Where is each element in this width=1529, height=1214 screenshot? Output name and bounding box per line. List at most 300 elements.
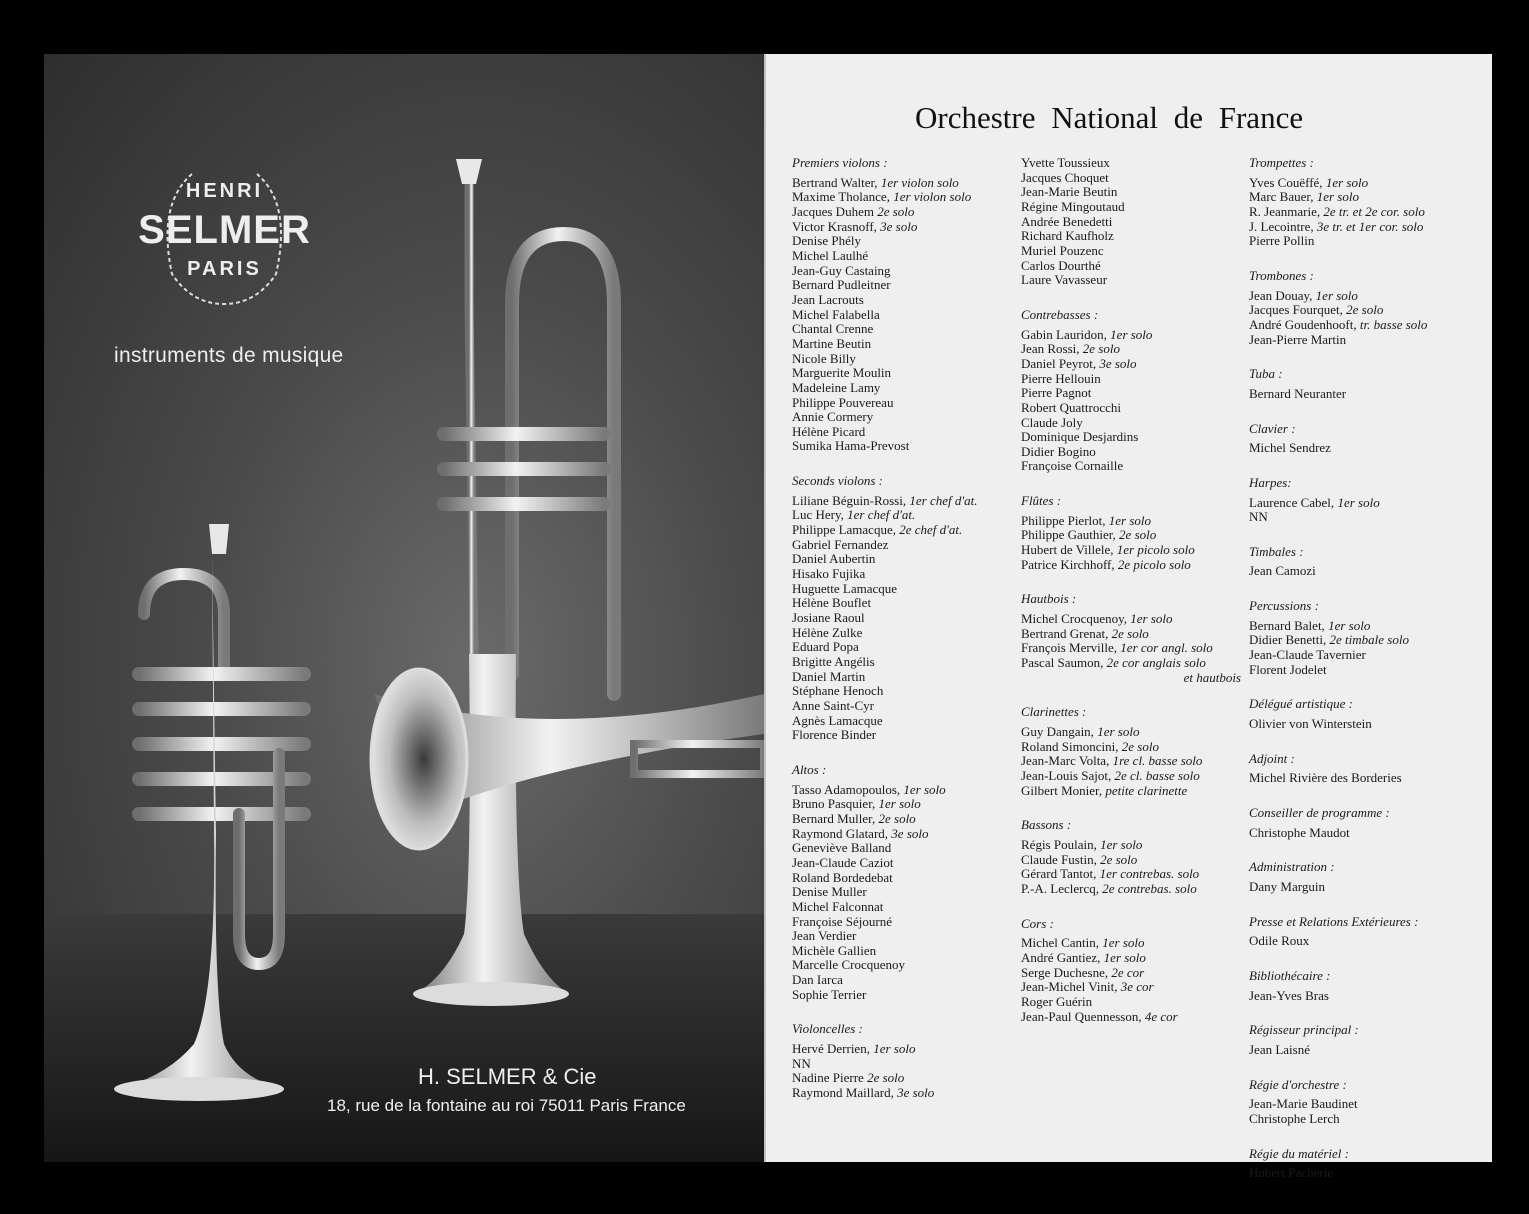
member-row (792, 337, 1024, 352)
member-name: Bertrand Walter, (792, 174, 881, 190)
member-row (1249, 1166, 1485, 1181)
member-name: Bruno Pasquier, (792, 796, 879, 812)
member-name: Muriel Pouzenc (1021, 242, 1104, 258)
member-row (1021, 980, 1241, 995)
member-row (1021, 1010, 1241, 1025)
member-name: Didier Bogino (1021, 443, 1096, 459)
member-row (792, 538, 1024, 553)
member-row (792, 234, 1024, 249)
section-title: Adjoint : (1249, 750, 1295, 766)
member-role: 2e solo (1121, 738, 1159, 754)
roster-section (1249, 1147, 1485, 1181)
member-role: 3e solo (897, 1085, 935, 1101)
member-row (792, 439, 1024, 454)
member-row (792, 278, 1024, 293)
member-name: Bernard Balet, (1249, 617, 1329, 633)
member-row (792, 944, 1024, 959)
member-role: 2e cl. basse solo (1114, 767, 1200, 783)
member-row (792, 783, 1024, 798)
member-name: Jean-Michel Vinit, (1021, 979, 1121, 995)
member-name: Marguerite Moulin (792, 365, 892, 381)
member-row (1021, 244, 1241, 259)
member-name: Christophe Lerch (1249, 1110, 1340, 1126)
member-row (1021, 543, 1241, 558)
section-title: Bassons : (1021, 817, 1072, 833)
member-row (792, 264, 1024, 279)
member-role: 2e solo (867, 1070, 905, 1086)
member-row (1249, 176, 1485, 191)
section-title: Violoncelles : (792, 1021, 863, 1037)
section-title: Cors : (1021, 915, 1054, 931)
member-role: 2e timbale solo (1329, 632, 1409, 648)
member-name: Denise Phély (792, 233, 861, 249)
member-row (1021, 641, 1241, 656)
member-name: R. Jeanmarie, (1249, 203, 1324, 219)
member-name: Jean-Guy Castaing (792, 262, 891, 278)
roster-section (1021, 917, 1241, 1025)
member-row (792, 220, 1024, 235)
member-row (1021, 372, 1241, 387)
member-name: Pierre Pollin (1249, 233, 1315, 249)
member-row (1249, 880, 1485, 895)
member-name: Michel Falconnat (792, 898, 884, 914)
member-name: Martine Beutin (792, 335, 872, 351)
member-row (1249, 303, 1485, 318)
member-name: Denise Muller (792, 884, 867, 900)
member-row (792, 410, 1024, 425)
roster-section (1249, 476, 1485, 525)
member-row (1249, 663, 1485, 678)
member-row (1249, 826, 1485, 841)
member-row (1021, 229, 1241, 244)
member-name: Raymond Maillard, (792, 1085, 898, 1101)
logo-paris-text: PARIS (187, 258, 262, 280)
member-row (1021, 671, 1241, 686)
member-name: Jean-Yves Bras (1249, 987, 1329, 1003)
member-row (1021, 185, 1241, 200)
member-row (792, 915, 1024, 930)
member-row (1021, 867, 1241, 882)
member-row (1249, 619, 1485, 634)
member-name: Jean Laisné (1249, 1041, 1311, 1057)
member-row (792, 205, 1024, 220)
member-name: Marc Bauer, (1249, 189, 1317, 205)
member-row (792, 827, 1024, 842)
member-row (1021, 273, 1241, 288)
section-title: Délégué artistique : (1249, 696, 1353, 712)
member-name: Philippe Pouvereau (792, 394, 894, 410)
roster-section (1021, 818, 1241, 896)
member-role: 3e solo (891, 825, 929, 841)
roster-section (1249, 1078, 1485, 1127)
member-name: Pascal Saumon, (1021, 655, 1107, 671)
member-row (1249, 190, 1485, 205)
member-role: 1er violon solo (880, 174, 959, 190)
section-title: Bibliothécaire : (1249, 967, 1331, 983)
member-role: 2e solo (877, 203, 915, 219)
member-row (1021, 853, 1241, 868)
member-name: Geneviève Balland (792, 840, 892, 856)
member-name: Anne Saint-Cyr (792, 697, 874, 713)
member-name: Roland Simoncini, (1021, 738, 1122, 754)
roster-section (1249, 806, 1485, 840)
logo-henri-text: HENRI (185, 180, 264, 202)
member-name: Nadine Pierre (792, 1070, 868, 1086)
member-row (792, 1057, 1024, 1072)
member-role: 1er solo (1103, 949, 1146, 965)
member-row (792, 425, 1024, 440)
section-title: Régisseur principal : (1249, 1022, 1359, 1038)
member-role: 1er chef d'at. (909, 492, 978, 508)
section-title: Premiers violons : (792, 155, 888, 170)
member-row (1021, 445, 1241, 460)
member-row (792, 567, 1024, 582)
member-row (1249, 564, 1485, 579)
roster-section (1021, 592, 1241, 685)
member-name: Madeleine Lamy (792, 379, 881, 395)
member-row (792, 508, 1024, 523)
member-role: 1er solo (1316, 189, 1359, 205)
member-role: 2e cor anglais solo (1106, 655, 1206, 671)
section-title: Seconds violons : (792, 473, 883, 489)
roster-section (1021, 308, 1241, 474)
member-name: Yves Couëffé, (1249, 174, 1326, 190)
member-name: Robert Quattrocchi (1021, 399, 1121, 415)
member-name: Nicole Billy (792, 350, 856, 366)
roster-section (1249, 156, 1485, 249)
member-name: Jean-Marie Beutin (1021, 184, 1118, 200)
member-name: Philippe Gauthier, (1021, 527, 1120, 543)
member-name: Michel Sendrez (1249, 440, 1331, 456)
member-name: Andrée Benedetti (1021, 213, 1113, 229)
member-name: Jean-Marie Baudinet (1249, 1096, 1358, 1112)
section-title: Timbales : (1249, 543, 1304, 559)
member-name: Jean Camozi (1249, 563, 1316, 579)
roster-section (1249, 915, 1485, 949)
member-row (1021, 328, 1241, 343)
member-row (1021, 936, 1241, 951)
member-name: François Merville, (1021, 640, 1121, 656)
member-name: Raymond Glatard, (792, 825, 892, 841)
member-role: 1er solo (1337, 494, 1380, 510)
member-name: P.-A. Leclercq, (1021, 880, 1103, 896)
roster-section (1249, 860, 1485, 894)
member-name: Guy Dangain, (1021, 724, 1098, 739)
member-row (1249, 220, 1485, 235)
member-name: Daniel Martin (792, 668, 866, 684)
member-row (1021, 612, 1241, 627)
section-title: Clavier : (1249, 420, 1296, 436)
roster-section (1249, 269, 1485, 347)
member-role: 1er solo (1100, 836, 1143, 852)
member-name: Dany Marguin (1249, 879, 1325, 894)
member-name: Gilbert Monier, (1021, 782, 1106, 798)
member-row (792, 699, 1024, 714)
selmer-advertisement (44, 54, 764, 1162)
member-name: Hélène Bouflet (792, 595, 872, 611)
member-row (1249, 717, 1485, 732)
member-row (1249, 1043, 1485, 1058)
member-name: Tasso Adamopoulos, (792, 781, 904, 797)
member-role: 1er solo (903, 781, 946, 797)
section-title: Administration : (1249, 859, 1335, 875)
member-name: Hélène Zulke (792, 624, 863, 640)
member-name: Huguette Lamacque (792, 580, 898, 596)
member-row (1021, 200, 1241, 215)
member-name: Liliane Béguin-Rossi, (792, 492, 910, 508)
section-title: Altos : (792, 761, 827, 777)
member-role: 1er solo (1108, 512, 1151, 528)
ad-company-name: H. SELMER & Cie (418, 1064, 597, 1089)
roster-section (792, 474, 1024, 743)
roster-section (1249, 752, 1485, 786)
member-role: 3e solo (880, 218, 918, 234)
member-name: Jacques Choquet (1021, 169, 1109, 185)
roster-section (1249, 969, 1485, 1003)
member-name: Florence Binder (792, 727, 877, 743)
roster-section (1021, 156, 1241, 288)
member-row (1021, 528, 1241, 543)
member-row (1021, 838, 1241, 853)
member-name: Dan Iarca (792, 972, 843, 988)
member-name: NN (792, 1055, 811, 1071)
member-row (792, 190, 1024, 205)
roster-section (1249, 1023, 1485, 1057)
roster-section (792, 763, 1024, 1003)
member-name: Daniel Peyrot, (1021, 355, 1100, 371)
member-name: Hervé Derrien, (792, 1041, 874, 1057)
section-title: Contrebasses : (1021, 306, 1099, 322)
member-row (1021, 784, 1241, 799)
member-row (1249, 441, 1485, 456)
member-role: 1er solo (878, 796, 921, 812)
member-row (1249, 496, 1485, 511)
member-row (1249, 205, 1485, 220)
member-row (792, 871, 1024, 886)
member-name: Daniel Aubertin (792, 551, 876, 567)
member-role: 2e solo (1119, 527, 1157, 543)
member-row (792, 841, 1024, 856)
member-row (1249, 648, 1485, 663)
member-row (1249, 289, 1485, 304)
member-row (792, 900, 1024, 915)
member-role: 2e tr. et 2e cor. solo (1323, 203, 1425, 219)
member-row (792, 655, 1024, 670)
member-row (1021, 386, 1241, 401)
member-role: 1re cl. basse solo (1112, 753, 1203, 769)
member-row (792, 308, 1024, 323)
member-row (792, 1071, 1024, 1086)
logo-selmer-text: SELMER (138, 208, 311, 252)
member-row (1021, 769, 1241, 784)
member-row (1249, 333, 1485, 348)
member-name: Jean Verdier (792, 928, 857, 944)
member-row (1249, 633, 1485, 648)
member-name: Philippe Lamacque, (792, 522, 900, 538)
member-name: Florent Jodelet (1249, 661, 1327, 677)
member-name: Yvette Toussieux (1021, 155, 1110, 170)
member-name: Hélène Picard (792, 423, 866, 439)
member-name: Bernard Muller, (792, 810, 879, 826)
member-name: Jean-Claude Caziot (792, 854, 894, 870)
member-name: Didier Benetti, (1249, 632, 1330, 648)
member-row (1021, 156, 1241, 171)
section-title: Harpes: (1249, 474, 1292, 490)
orchestra-roster-page (766, 54, 1492, 1181)
member-row (792, 929, 1024, 944)
member-row (792, 523, 1024, 538)
member-name: Jean-Louis Sajot, (1021, 767, 1115, 783)
section-title: Presse et Relations Extérieures : (1249, 913, 1419, 929)
member-name: Gabin Lauridon, (1021, 326, 1111, 342)
member-name: Hisako Fujika (792, 566, 866, 582)
member-row (792, 856, 1024, 871)
member-role: 4e cor (1144, 1008, 1178, 1024)
member-role: 2e picolo solo (1117, 556, 1191, 572)
roster-section (792, 156, 1024, 454)
member-role: 1er solo (1328, 617, 1371, 633)
member-row (792, 611, 1024, 626)
member-role: 2e contrebas. solo (1102, 880, 1197, 896)
member-row (1021, 951, 1241, 966)
roster-column-2 (1021, 156, 1241, 1044)
member-row (1021, 558, 1241, 573)
booklet-spread (44, 54, 1492, 1181)
member-name: André Gantiez, (1021, 949, 1104, 965)
member-name: Régis Poulain, (1021, 836, 1101, 852)
member-name: Roland Bordedebat (792, 869, 893, 885)
section-title: Conseiller de programme : (1249, 805, 1390, 821)
member-role: 2e solo (1082, 341, 1120, 357)
member-role: 1er solo (1315, 287, 1358, 303)
member-row (792, 322, 1024, 337)
member-name: Jean Rossi, (1021, 341, 1083, 357)
member-name: Stéphane Henoch (792, 683, 884, 699)
member-role: 3e tr. et 1er cor. solo (1316, 218, 1424, 234)
member-role: 2e solo (878, 810, 916, 826)
member-row (1021, 259, 1241, 274)
member-role: 2e chef d'at. (899, 522, 963, 538)
roster-section (1249, 545, 1485, 579)
section-title: Trompettes : (1249, 155, 1314, 170)
member-name: Roger Guérin (1021, 993, 1093, 1009)
member-role: tr. basse solo (1359, 316, 1428, 332)
member-name: Gabriel Fernandez (792, 536, 889, 552)
roster-section (1021, 494, 1241, 572)
member-row (792, 973, 1024, 988)
roster-column-1 (792, 156, 1024, 1121)
member-name: Pierre Pagnot (1021, 385, 1092, 401)
member-name: Victor Krasnoff, (792, 218, 881, 234)
member-name: Sophie Terrier (792, 986, 867, 1002)
member-name: Jean Lacrouts (792, 291, 864, 307)
member-name: Sumika Hama-Prevost (792, 438, 910, 454)
section-title: Tuba : (1249, 366, 1283, 382)
member-name: Bernard Pudleitner (792, 277, 891, 293)
member-name: Françoise Séjourné (792, 913, 893, 929)
member-row (792, 728, 1024, 743)
member-name: NN (1249, 509, 1268, 525)
member-name: Dominique Desjardins (1021, 429, 1139, 445)
member-name: Jean-Paul Quennesson, (1021, 1008, 1145, 1024)
member-name: Brigitte Angélis (792, 654, 875, 669)
member-role: 3e cor (1120, 979, 1154, 995)
section-title: Régie du matériel : (1249, 1145, 1349, 1161)
member-name: Laurence Cabel, (1249, 494, 1338, 510)
member-role: 1er chef d'at. (847, 507, 916, 523)
member-name: Josiane Raoul (792, 610, 865, 626)
member-row (792, 684, 1024, 699)
member-name: Claude Joly (1021, 414, 1083, 430)
member-row (792, 582, 1024, 597)
member-role: 1er solo (873, 1041, 916, 1057)
member-role: 1er solo (1110, 326, 1153, 342)
member-row (1249, 771, 1485, 786)
member-name: Gérard Tantot, (1021, 866, 1100, 882)
member-name: Jean-Pierre Martin (1249, 331, 1347, 347)
member-role: et hautbois (1183, 669, 1241, 685)
member-row (1021, 725, 1241, 740)
member-name: Maxime Tholance, (792, 189, 894, 205)
member-name: Bertrand Grenat, (1021, 625, 1112, 641)
member-row (1021, 995, 1241, 1010)
member-row (1021, 401, 1241, 416)
member-name: Odile Roux (1249, 933, 1310, 949)
member-name: Claude Fustin, (1021, 851, 1101, 867)
member-name: André Goudenhooft, (1249, 316, 1360, 332)
member-row (792, 293, 1024, 308)
member-row (1021, 514, 1241, 529)
roster-section (1249, 599, 1485, 677)
member-name: Hubert de Villele, (1021, 542, 1117, 558)
member-row (1249, 510, 1485, 525)
member-row (1021, 171, 1241, 186)
member-row (1249, 1112, 1485, 1127)
member-row (792, 366, 1024, 381)
member-row (1021, 215, 1241, 230)
member-name: Michel Falabella (792, 306, 880, 322)
member-role: 2e solo (1346, 302, 1384, 318)
member-role: 2e solo (1100, 851, 1138, 867)
member-name: Jean Douay, (1249, 287, 1316, 303)
member-role: 2e cor (1111, 964, 1145, 980)
roster-section (792, 1022, 1024, 1100)
member-row (792, 494, 1024, 509)
section-title: Flûtes : (1021, 493, 1062, 509)
section-title: Percussions : (1249, 598, 1319, 614)
member-name: Christophe Maudot (1249, 824, 1350, 840)
member-row (792, 176, 1024, 191)
member-name: Françoise Cornaille (1021, 458, 1124, 474)
member-row (1021, 357, 1241, 372)
member-name: Jacques Duhem (792, 203, 878, 219)
member-name: Serge Duchesne, (1021, 964, 1112, 980)
member-row (792, 1086, 1024, 1101)
member-role: petite clarinette (1105, 782, 1188, 798)
member-row (792, 381, 1024, 396)
ad-tagline: instruments de musique (114, 344, 344, 367)
member-name: Patrice Kirchhoff, (1021, 556, 1118, 572)
member-row (1249, 318, 1485, 333)
member-name: Eduard Popa (792, 639, 859, 655)
ad-address: 18, rue de la fontaine au roi 75011 Paris France (327, 1096, 686, 1115)
member-name: Michel Laulhé (792, 247, 869, 263)
member-name: Richard Kaufholz (1021, 228, 1114, 244)
member-row (1021, 342, 1241, 357)
member-name: Chantal Crenne (792, 321, 874, 337)
member-row (792, 352, 1024, 367)
member-role: 1er picolo solo (1116, 542, 1195, 558)
